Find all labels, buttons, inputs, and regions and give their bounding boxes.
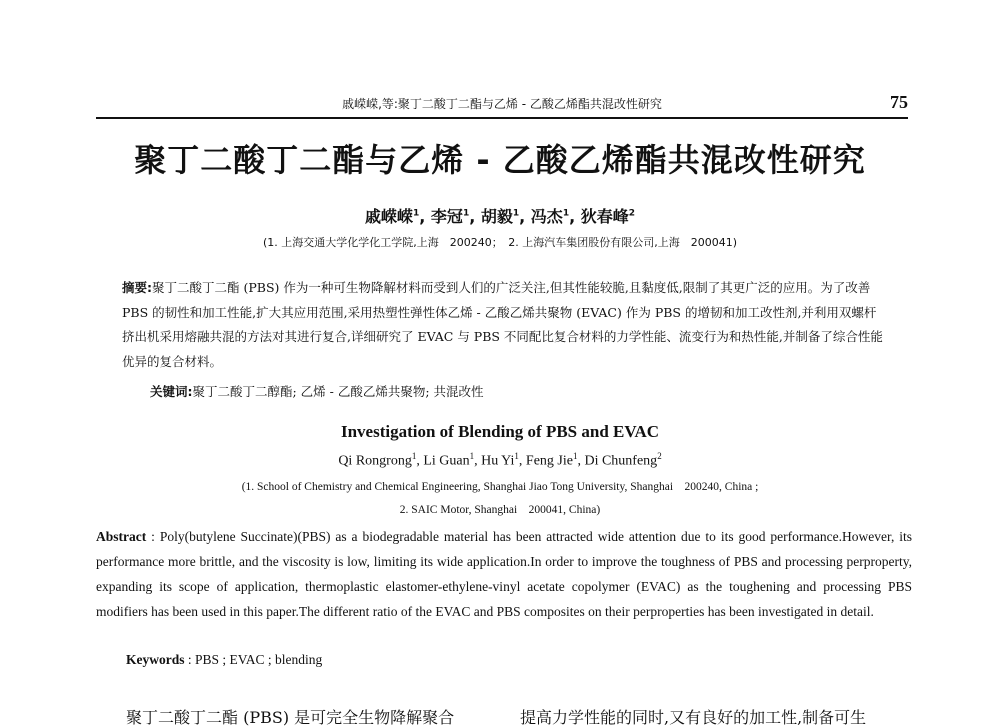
author: Hu Yi	[481, 453, 515, 469]
author-affiliation-mark: 1	[572, 451, 578, 461]
chinese-keywords	[150, 382, 890, 402]
abstract-text: 聚丁二酸丁二酯 (PBS) 作为一种可生物降解材料而受到人们的广泛关注,但其性能较脆,且黏度低,限制了其更广泛的应用。为了改善 PBS 的韧性和加工性能,扩大其应用范围,采用热塑性弹性体乙烯 - 乙酸乙烯共聚物 (EVAC) 作为 PBS 的增韧和加工改性剂,并利用双螺杆挤出机采用熔融共混的方法对其进行复合,详细研究了 EVAC 与 PBS 不同配比复合材料的力学性能、流变行为和热性能,并制备了综合性能优异的复合材料。	[122, 280, 883, 369]
keywords-text: 聚丁二酸丁二醇酯; 乙烯 - 乙酸乙烯共聚物; 共混改性	[192, 384, 484, 399]
author: Di Chunfeng	[584, 453, 658, 469]
keywords-text: : PBS ; EVAC ; blending	[184, 652, 323, 667]
author: 冯杰	[530, 207, 563, 226]
english-affiliation-2: 2. SAIC Motor, Shanghai 200041, China)	[399, 504, 601, 516]
chinese-abstract	[122, 276, 884, 374]
author-affiliation-mark: 1	[512, 208, 520, 219]
header-rule	[96, 117, 908, 119]
chinese-affiliation: (1. 上海交通大学化学化工学院,上海 200240； 2. 上海汽车集团股份有限公司,上海 200041)	[262, 236, 738, 249]
page-number: 75	[890, 92, 908, 112]
author: Qi Rongrong	[338, 453, 412, 469]
running-header: 戚嵘嵘,等:聚丁二酸丁二酯与乙烯 - 乙酸乙烯酯共混改性研究	[342, 97, 662, 111]
english-affiliation-1: (1. School of Chemistry and Chemical Engineering, Shanghai Jiao Tong University, Shanghai 200240, China ;	[241, 481, 759, 493]
author: 戚嵘嵘	[364, 207, 413, 226]
author-affiliation-mark: 1	[514, 451, 519, 461]
english-title: Investigation of Blending of PBS and EVAC	[340, 422, 660, 441]
abstract-text: : Poly(butylene Succinate)(PBS) as a biodegradable material has been attracted wide attention due to its good performance.However, its performance more brittle, and the viscosity is low, limiting its wide application.In order to improve the toughness of PBS and processing perproperty, expanding its scope of application, thermoplastic elastomer-ethylene-vinyl acetate copolymer (EVAC) as the toughening and processing PBS modifiers has been used in this paper.The different ratio of the EVAC and PBS composites on their perproperties has been investigated in detail.	[96, 529, 912, 619]
author: 李冠	[430, 207, 463, 226]
author-affiliation-mark: 1	[462, 208, 470, 219]
body-column-left: 聚丁二酸丁二酯 (PBS) 是可完全生物降解聚合	[126, 708, 455, 727]
keywords-label: 关键词:	[150, 384, 193, 399]
english-keywords	[126, 652, 906, 668]
body-column-right: 提高力学性能的同时,又有良好的加工性,制备可生	[520, 708, 867, 727]
author: Feng Jie	[525, 453, 573, 469]
abstract-label: Abstract	[96, 529, 147, 544]
author-affiliation-mark: 1	[413, 208, 420, 219]
author-affiliation-mark: 1	[562, 208, 570, 219]
english-authors: Qi Rongrong$^1$, Li Guan$^1$, Hu Yi$^1$, Feng Jie$^1$, Di Chunfeng$^2$	[338, 451, 662, 469]
author: Li Guan	[423, 453, 470, 469]
chinese-authors: 戚嵘嵘$^1$, 李冠$^1$, 胡毅$^1$, 冯杰$^1$, 狄春峰$^2$	[364, 207, 636, 226]
chinese-title: 聚丁二酸丁二酯与乙烯 - 乙酸乙烯酯共混改性研究	[134, 141, 866, 179]
author-affiliation-mark: 2	[628, 208, 636, 219]
author-affiliation-mark: 2	[657, 451, 662, 461]
author: 胡毅	[480, 207, 513, 226]
abstract-label: 摘要:	[122, 280, 152, 295]
author: 狄春峰	[580, 207, 629, 226]
author-affiliation-mark: 1	[469, 451, 475, 461]
keywords-label: Keywords	[126, 652, 185, 667]
english-abstract	[96, 524, 912, 624]
author-affiliation-mark: 1	[411, 451, 417, 461]
